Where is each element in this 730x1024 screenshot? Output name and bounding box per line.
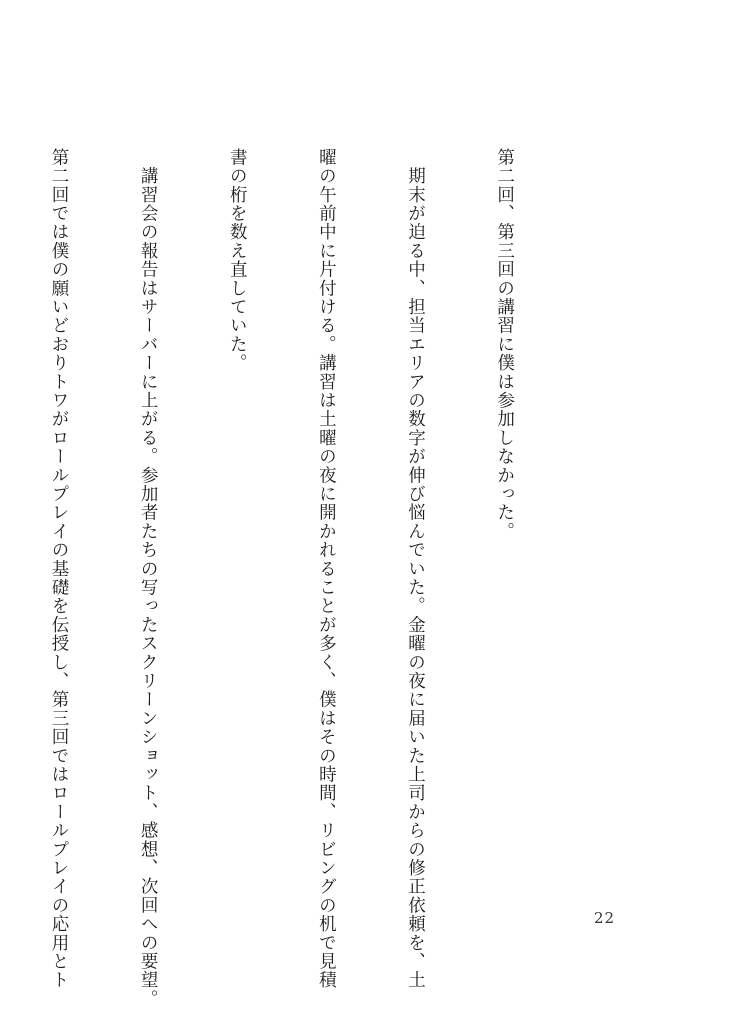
text-line: 期末が迫る中、担当エリアの数字が伸び悩んでいた。金曜の夜に届いた上司からの修正依頼を、土 [405,148,426,990]
text-line: 講習会の報告はサーバーに上がる。参加者たちの写ったスクリーンショット、感想、次回への要望。 [138,148,159,1009]
text-line: 書の桁を数え直していた。 [227,148,248,373]
page-number: 22 [594,909,616,927]
vertical-text-body [0,148,578,1009]
text-line: 第二回、第三回の講習に僕は参加しなかった。 [494,148,515,541]
text-line: 第二回では僕の願いどおりトワがロールプレイの基礎を伝授し、第三回ではロールプレイの応用とト [49,148,70,990]
text-line: 曜の午前中に片付ける。講習は土曜の夜に開かれることが多く、僕はその時間、リビングの机で見積 [316,148,337,990]
